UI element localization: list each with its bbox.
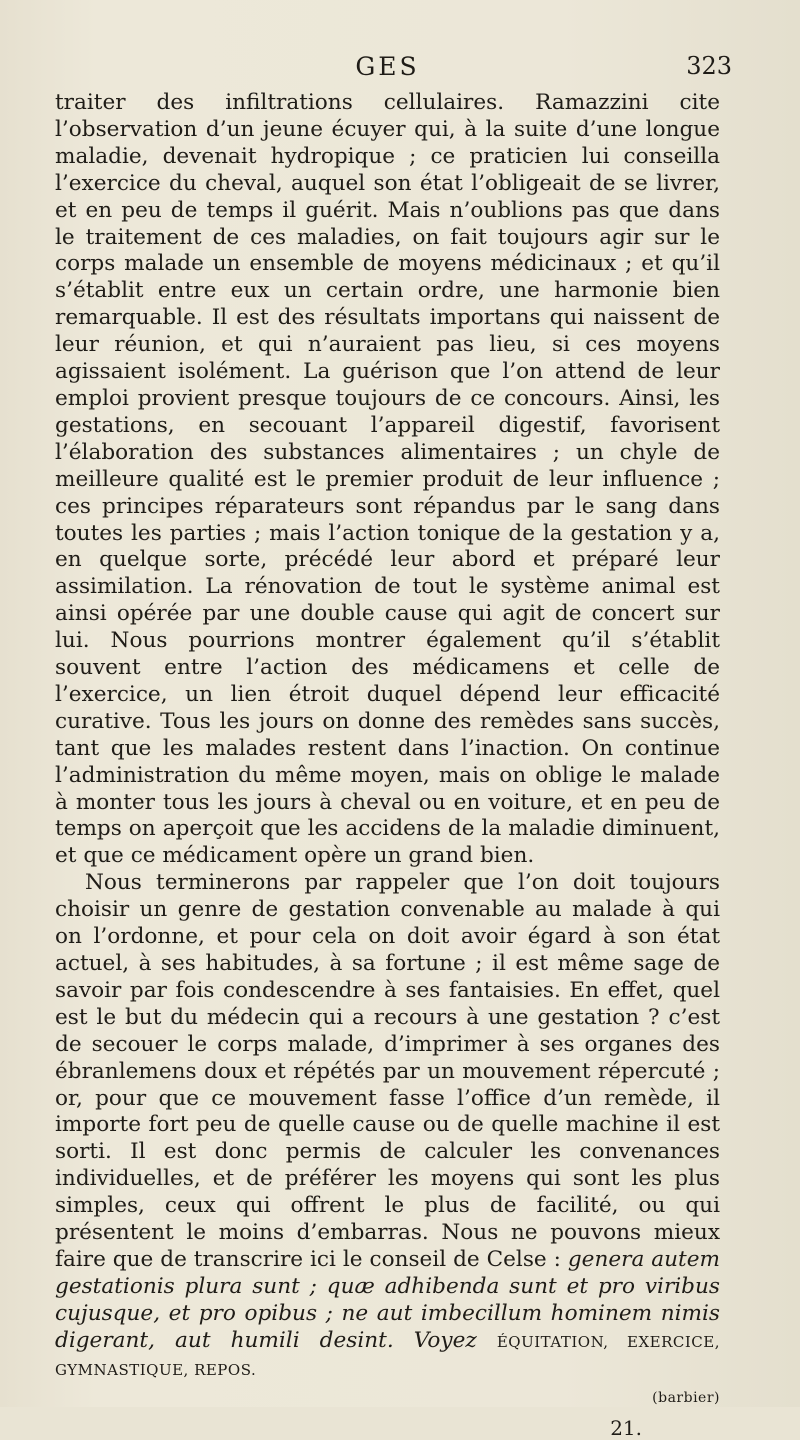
author-signature: (barbier)	[652, 1389, 720, 1406]
paragraph-1: traiter des infiltrations cellulaires. Ramazzini cite l’observation d’un jeune écuyer qui, à la suite d’une longue maladie, devenait hydropique ; ce praticien lui conseilla l’exercice du cheval, auquel son état l’obligeait de se livrer, et en peu de temps il guérit. Mais n’oublions pas que dans le traitement de ces maladies, on fait toujours agir sur le corps malade un ensemble de moyens médicinaux ; et qu’il s’établit entre eux un certain ordre, une harmonie bien remarquable. Il est des résultats importans qui naissent de leur réunion, et qui n’auraient pas lieu, si ces moyens agissaient isolément. La guérison que l’on attend de leur emploi provient presque toujours de ce concours. Ainsi, les gestations, en secouant l’appareil digestif, favorisent l’élaboration des substances alimentaires ; un chyle de meilleure qualité est le premier produit de leur influence ; ces principes réparateurs sont répandus par le sang dans toutes les parties ; mais l’action tonique de la gestation y a, en quelque sorte, précédé leur abord et préparé leur assimilation. La rénovation de tout le système animal est ainsi opérée par une double cause qui agit de concert sur lui. Nous pourrions montrer également qu’il s’établit souvent entre l’action des médicamens et celle de l’exercice, un lien étroit duquel dépend leur efficacité curative. Tous les jours on donne des remèdes sans succès, tant que les malades restent dans l’inaction. On continue l’administration du même moyen, mais on oblige le malade à monter tous les jours à cheval ou en voiture, et en peu de temps on aperçoit que les accidens de la maladie diminuent, et que ce médicament opère un grand bien.	[55, 90, 720, 869]
printer-signature-mark: 21.	[610, 1415, 642, 1440]
page-number: 323	[686, 52, 732, 80]
page-title: GES	[355, 52, 420, 81]
see-also-references: ÉQUITATION, EXERCICE, GYMNASTIQUE, REPOS.	[55, 1332, 720, 1379]
see-label: Voyez	[413, 1327, 477, 1353]
paragraph-2-text: Nous terminerons par rappeler que l’on doit toujours choisir un genre de gestation convenable au malade à qui on l’ordonne, et pour cela on doit avoir égard à son état actuel, à ses habitudes, à sa fortune ; il est même sage de savoir par fois condescendre à ses fantaisies. En effet, quel est le but du médecin qui a recours à une gestation ? c’est de secouer le corps malade, d’imprimer à ses organes des ébranlemens doux et répétés par un mouvement répercuté ; or, pour que ce mouvement fasse l’office d’un remède, il importe fort peu de quelle cause ou de quelle machine il est sorti. Il est donc permis de calculer les convenances individuelles, et de préférer les moyens qui sont les plus simples, ceux qui offrent le plus de facilité, ou qui présentent le moins d’embarras. Nous ne pouvons mieux faire que de transcrire ici le conseil de Celse :	[55, 870, 720, 1272]
celsus-quote: genera autem gestationis plura sunt ; quæ adhibenda sunt et pro viribus cujusque, et pro opibus ; ne aut imbecillum hominem nimis digerant, aut humili desint.	[55, 1246, 720, 1353]
signature-line	[55, 1386, 720, 1410]
running-head	[55, 52, 732, 88]
body-text	[55, 90, 720, 1384]
paragraph-2	[55, 870, 720, 1383]
